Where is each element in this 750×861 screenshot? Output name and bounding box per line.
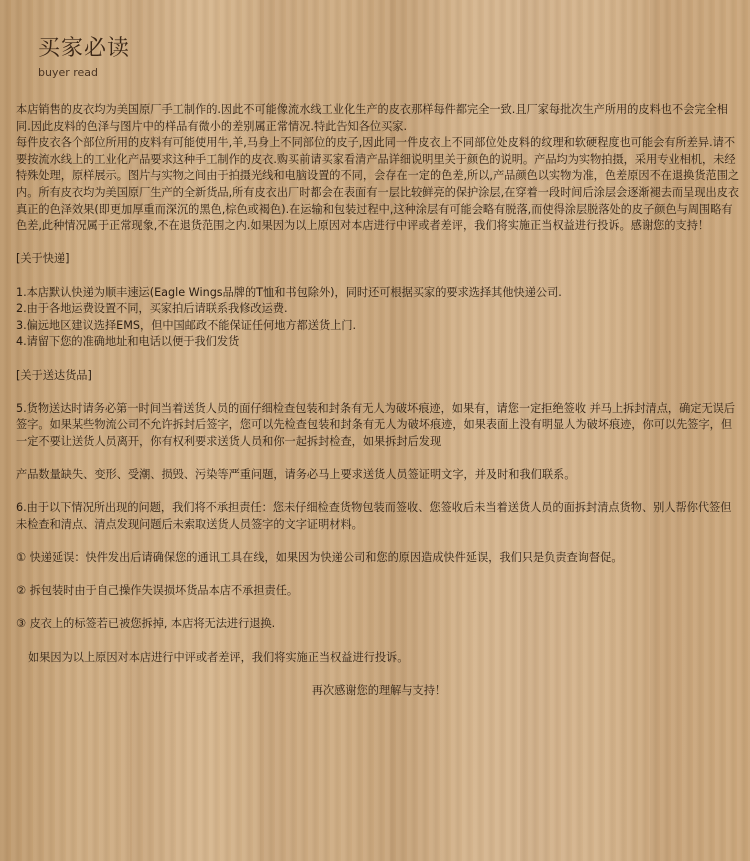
note-tags: ③ 皮衣上的标签若已被您拆掉, 本店将无法进行退换. (16, 617, 276, 631)
notice-body (16, 102, 742, 699)
thanks-note: 再次感谢您的理解与支持！ (311, 683, 447, 697)
quantity-note: 产品数量缺失、变形、受潮、损毁、污染等严重问题，请务必马上要求送货人员签证明文字，并及时和我们联系。 (16, 468, 576, 482)
note-unpacking: ② 拆包装时由于自己操作失误损坏货品本店不承担责任。 (16, 584, 299, 598)
header (38, 34, 130, 79)
shipping-item-1: 1.本店默认快递为顺丰速运(Eagle Wings品牌的T恤和书包除外)，同时还可根据买家的要求选择其他快递公司. (16, 285, 562, 299)
complaint-note: 如果因为以上原因对本店进行中评或者差评，我们将实施正当权益进行投诉。 (28, 650, 409, 664)
page-title: 买家必读 (38, 36, 131, 61)
note-courier-delay: ① 快递延误：快件发出后请确保您的通讯工具在线，如果因为快递公司和您的原因造成快件延误，我们只是负责查询督促。 (16, 551, 623, 565)
shipping-item-2: 2.由于各地运费设置不同，买家拍后请联系我修改运费. (16, 302, 288, 316)
shipping-item-4: 4.请留下您的准确地址和电话以便于我们发货 (16, 335, 240, 349)
delivery-item-5: 5.货物送达时请务必第一时间当着送货人员的面仔细检查包装和封条有无人为破坏痕迹，如果有，请您一定拒绝签收 并马上拆封清点，确定无误后签字。如果某些物流公司不允许拆封后签字，您可以先检查包装和封条有无人为破坏痕迹，如果表面上没有明显人为破坏痕迹，你可以先签字，但一定不要让送货人员离开，你有权利要求送货人员和你一起拆封检查，如果拆封后发现 (16, 401, 736, 448)
shipping-item-3: 3.偏远地区建议选择EMS，但中国邮政不能保证任何地方都送货上门. (16, 318, 357, 332)
delivery-item-6: 6.由于以下情况所出现的问题，我们将不承担责任：您未仔细检查货物包装而签收、您签收后未当着送货人员的面拆封清点货物、别人帮你代签但未检查和清点、清点发现问题后未索取送货人员签字的文字证明材料。 (16, 501, 732, 531)
intro-paragraph-1: 本店销售的皮衣均为美国原厂手工制作的.因此不可能像流水线工业化生产的皮衣那样每件都完全一致.且厂家每批次生产所用的皮料也不会完全相同.因此皮料的色泽与图片中的样品有微小的差别属正常情况.特此告知各位买家. (16, 103, 728, 133)
delivery-heading: [关于送达货品] (16, 368, 92, 382)
intro-paragraph-2: 每件皮衣各个部位所用的皮料有可能使用牛,羊,马身上不同部位的皮子,因此同一件皮衣上不同部位处皮料的纹理和软硬程度也可能会有所差异.请不要按流水线上的工业化产品要求这种手工制作的皮衣.购买前请买家看清产品详细说明里关于颜色的说明。产品均为实物拍摄，采用专业相机，未经特殊处理，原样展示。图片与实物之间由于拍摄光线和电脑设置的不同，会存在一定的色差,所以,产品颜色以实物为准，色差原因不在退换货范围之内。所有皮衣均为美国原厂生产的全新货品,所有皮衣出厂时都会在表面有一层比较鲜亮的保护涂层,在穿着一段时间后涂层会逐渐褪去而呈现出皮衣真正的色泽效果(即更加厚重而深沉的黑色,棕色或褐色).在运输和包装过程中,这种涂层有可能会略有脱落,而使得涂层脱落处的皮子颜色与周围略有色差,此种情况属于正常现象,不在退货范围之内.如果因为以上原因对本店进行中评或者差评，我们将实施正当权益进行投诉。感谢您的支持！ (16, 136, 740, 233)
shipping-heading: [关于快递] (16, 252, 70, 266)
page-subtitle: buyer read (38, 66, 99, 79)
